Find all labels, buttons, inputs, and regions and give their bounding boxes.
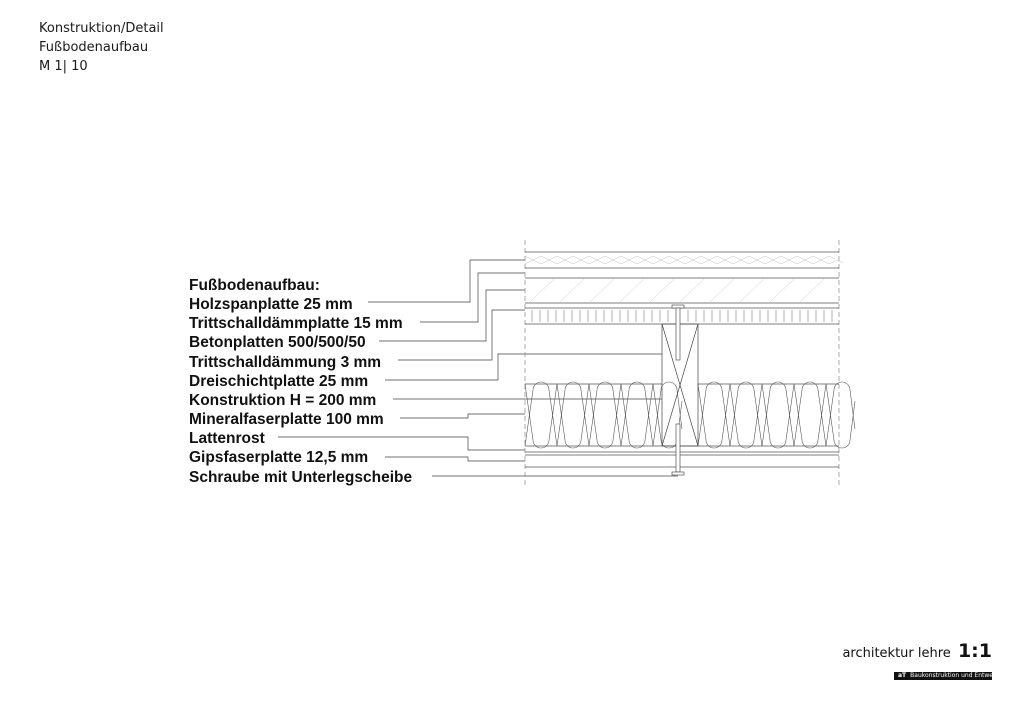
leader-line-betonplatten [379,290,525,341]
screw-washer-top [672,305,684,308]
screw-shank-bottom [676,424,680,472]
leader-lines [278,260,678,476]
screw-washer-bottom [672,472,684,475]
legend-item: Schraube mit Unterlegscheibe [189,468,413,486]
leader-line-gipsfaserplatte [385,457,525,461]
legend-item: Trittschalldämmung 3 mm [189,353,382,371]
leader-line-holzspanplatte [368,260,525,302]
legend-title: Fußbodenaufbau: [189,277,320,294]
legend-item: Betonplatten 500/500/50 [189,334,366,352]
legend-item: Lattenrost [189,430,265,448]
brand-subtitle-bar [894,672,1006,680]
brand-logo [842,640,992,662]
leader-line-lattenrost [278,437,525,450]
mineral-wool-insulation [525,382,855,448]
screw-shank-top [676,308,680,360]
header-line-title: Konstruktion/Detail [39,21,164,36]
brand-block [842,640,1006,681]
header-line-scale: M 1| 10 [39,59,88,74]
leader-line-trittschalldaemmplatte [420,273,525,322]
hatch-dreischichtplatte [532,310,832,322]
header-line-subject: Fußbodenaufbau [39,40,149,55]
brand-text: architektur lehre [842,646,951,661]
legend-item: Konstruktion H = 200 mm [189,391,377,409]
brand-mark: aT [898,672,907,679]
leader-line-mineralfaserplatte [400,414,525,418]
brand-ratio: 1:1 [957,640,992,662]
floor-layers [525,252,839,467]
hatch-holzspanplatte [525,256,843,264]
hatch-betonplatten [530,279,824,302]
leader-line-dreischichtplatte [385,354,662,380]
legend-item: Gipsfaserplatte 12,5 mm [189,449,369,467]
leader-line-trittschalldaemmung [398,310,525,360]
legend-item: Trittschalldämmplatte 15 mm [189,315,403,333]
legend-item: Mineralfaserplatte 100 mm [189,411,384,429]
legend-item: Holzspanplatte 25 mm [189,296,353,314]
legend-item: Dreischichtplatte 25 mm [189,372,369,390]
brand-subtitle: Baukonstruktion und Entwerfen [910,672,1006,679]
screws [672,305,684,475]
